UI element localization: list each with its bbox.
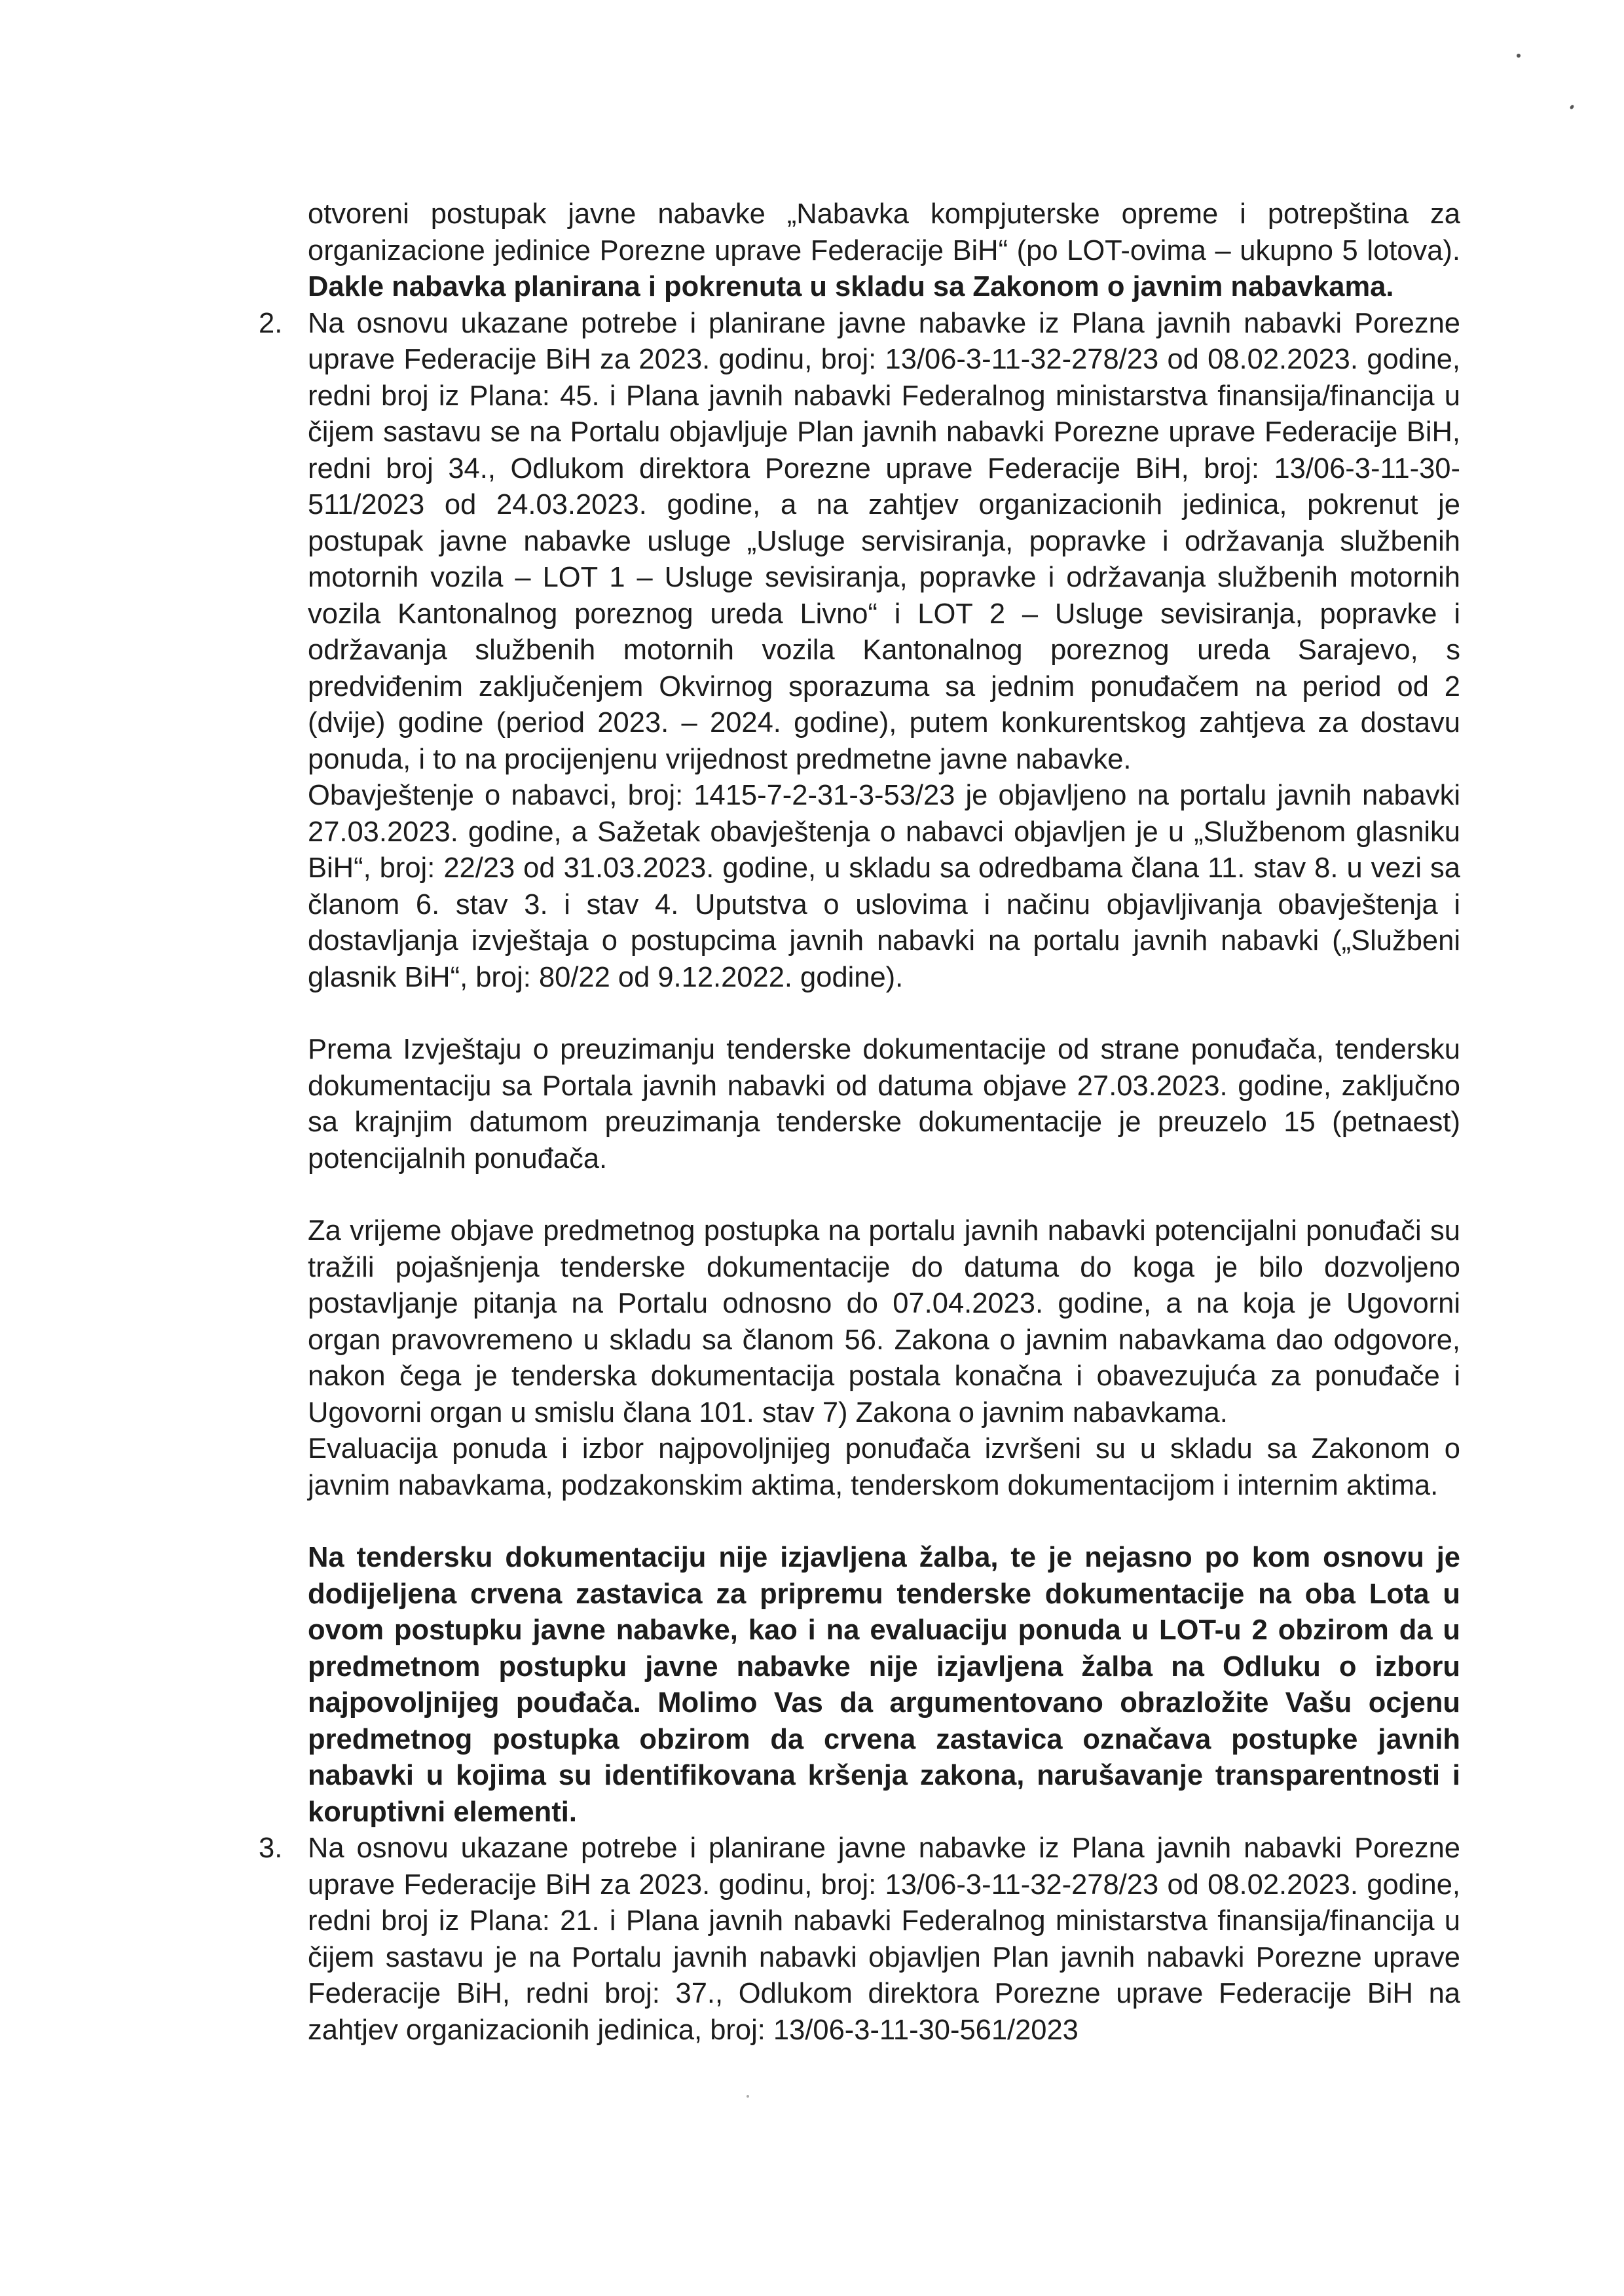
list-item-3 (259, 1831, 1460, 2049)
document-body (259, 196, 1460, 2049)
list-number: 2. (259, 307, 283, 339)
paragraph-complaint: Na tendersku dokumentaciju nije izjavljena žalba, te je nejasno po kom osnovu je dodijeljena crvena zastavica za pripremu tenderske dokumentacije na oba Lota u ovom postupku javne nabavke, kao i na evaluaciju ponuda u LOT-u 2 obzirom da u predmetnom postupku javne nabavke nije izjavljena žalba na Odluku o izboru najpovoljnijeg pouđača. Molimo Vas da argumentovano obrazložite Vašu ocjenu predmetnog postupka obzirom da crvena zastavica označava postupke javnih nabavki u kojima su identifikovana kršenja zakona, narušavanje transparentnosti i koruptivni elementi. (308, 1542, 1460, 1828)
list-item-2 (259, 306, 1460, 778)
paragraph-bold-text: Dakle nabavka planirana i pokrenuta u skladu sa Zakonom o javnim nabavkama. (308, 271, 1394, 302)
scan-speck (1569, 104, 1574, 110)
scan-speck (747, 2095, 749, 2098)
paragraph-item2: Na osnovu ukazane potrebe i planirane javne nabavke iz Plana javnih nabavki Porezne uprave Federacije BiH za 2023. godinu, broj: 13/06-3-11-32-278/23 od 08.02.2023. godine, redni broj iz Plana: 45. i Plana javnih nabavki Federalnog ministarstva finansija/financija u čijem sastavu se na Portalu objavljuje Plan javnih nabavki Porezne uprave Federacije BiH, redni broj 34., Odlukom direktora Porezne uprave Federacije BiH, broj: 13/06-3-11-30-511/2023 od 24.03.2023. godine, a na zahtjev organizacionih jedinica, pokrenut je postupak javne nabavke usluge „Usluge servisiranja, popravke i održavanja službenih motornih vozila – LOT 1 – Usluge sevisiranja, popravke i održavanja službenih motornih vozila Kantonalnog poreznog ureda Livno“ i LOT 2 – Usluge sevisiranja, popravke i održavanja službenih motornih vozila Kantonalnog poreznog ureda Sarajevo, s predviđenim zaključenjem Okvirnog sporazuma sa jednim ponuđačem na period od 2 (dvije) godine (period 2023. – 2024. godine), putem konkurentskog zahtjeva za dostavu ponuda, i to na procijenjenu vrijednost predmetne javne nabavke. (308, 307, 1460, 775)
paragraph-gap (308, 996, 1460, 1032)
paragraph-text: otvoreni postupak javne nabavke „Nabavka kompjuterske opreme i potrepština za organizacione jedinice Porezne uprave Federacije BiH“ (po LOT-ovima – ukupno 5 lotova). (308, 198, 1460, 266)
paragraph-evaluation: Evaluacija ponuda i izbor najpovoljnijeg ponuđača izvršeni su u skladu sa Zakonom o javnim nabavkama, podzakonskim aktima, tenderskom dokumentacijom i internim aktima. (308, 1433, 1460, 1501)
paragraph-gap (308, 1504, 1460, 1540)
paragraph-item3: Na osnovu ukazane potrebe i planirane javne nabavke iz Plana javnih nabavki Porezne uprave Federacije BiH za 2023. godinu, broj: 13/06-3-11-32-278/23 od 08.02.2023. godine, redni broj iz Plana: 21. i Plana javnih nabavki Federalnog ministarstva finansija/financija u čijem sastavu je na Portalu javnih nabavki objavljen Plan javnih nabavki Porezne uprave Federacije BiH, redni broj: 37., Odlukom direktora Porezne uprave Federacije BiH na zahtjev organizacionih jedinica, broj: 13/06-3-11-30-561/2023 (308, 1832, 1460, 2046)
paragraph-item1-continuation (308, 196, 1460, 306)
scan-speck (1517, 54, 1521, 58)
paragraph-report: Prema Izvještaju o preuzimanju tenderske dokumentacije od strane ponuđača, tendersku dokumentaciju sa Portala javnih nabavki od datuma objave 27.03.2023. godine, zaključno sa krajnjim datumom preuzimanja tenderske dokumentacije je preuzelo 15 (petnaest) potencijalnih ponuđača. (308, 1034, 1460, 1175)
paragraph-questions: Za vrijeme objave predmetnog postupka na portalu javnih nabavki potencijalni ponuđači su tražili pojašnjenja tenderske dokumentacije do datuma do koga je bilo dozvoljeno postavljanje pitanja na Portalu odnosno do 07.04.2023. godine, a na koja je Ugovorni organ pravovremeno u skladu sa članom 56. Zakona o javnim nabavkama dao odgovore, nakon čega je tenderska dokumentacija postala konačna i obavezujuća za ponuđače i Ugovorni organ u smislu člana 101. stav 7) Zakona o javnim nabavkama. (308, 1215, 1460, 1429)
paragraph-gap (308, 1177, 1460, 1213)
paragraph-notice: Obavještenje o nabavci, broj: 1415-7-2-31-3-53/23 je objavljeno na portalu javnih nabavki 27.03.2023. godine, a Sažetak obavještenja o nabavci objavljen je u „Službenom glasniku BiH“, broj: 22/23 od 31.03.2023. godine, u skladu sa odredbama člana 11. stav 8. u vezi sa članom 6. stav 3. i stav 4. Uputstva o uslovima i načinu objavljivanja obavještenja i dostavljanja izvještaja o postupcima javnih nabavki na portalu javnih nabavki („Službeni glasnik BiH“, broj: 80/22 od 9.12.2022. godine). (308, 780, 1460, 993)
list-number: 3. (259, 1832, 283, 1864)
